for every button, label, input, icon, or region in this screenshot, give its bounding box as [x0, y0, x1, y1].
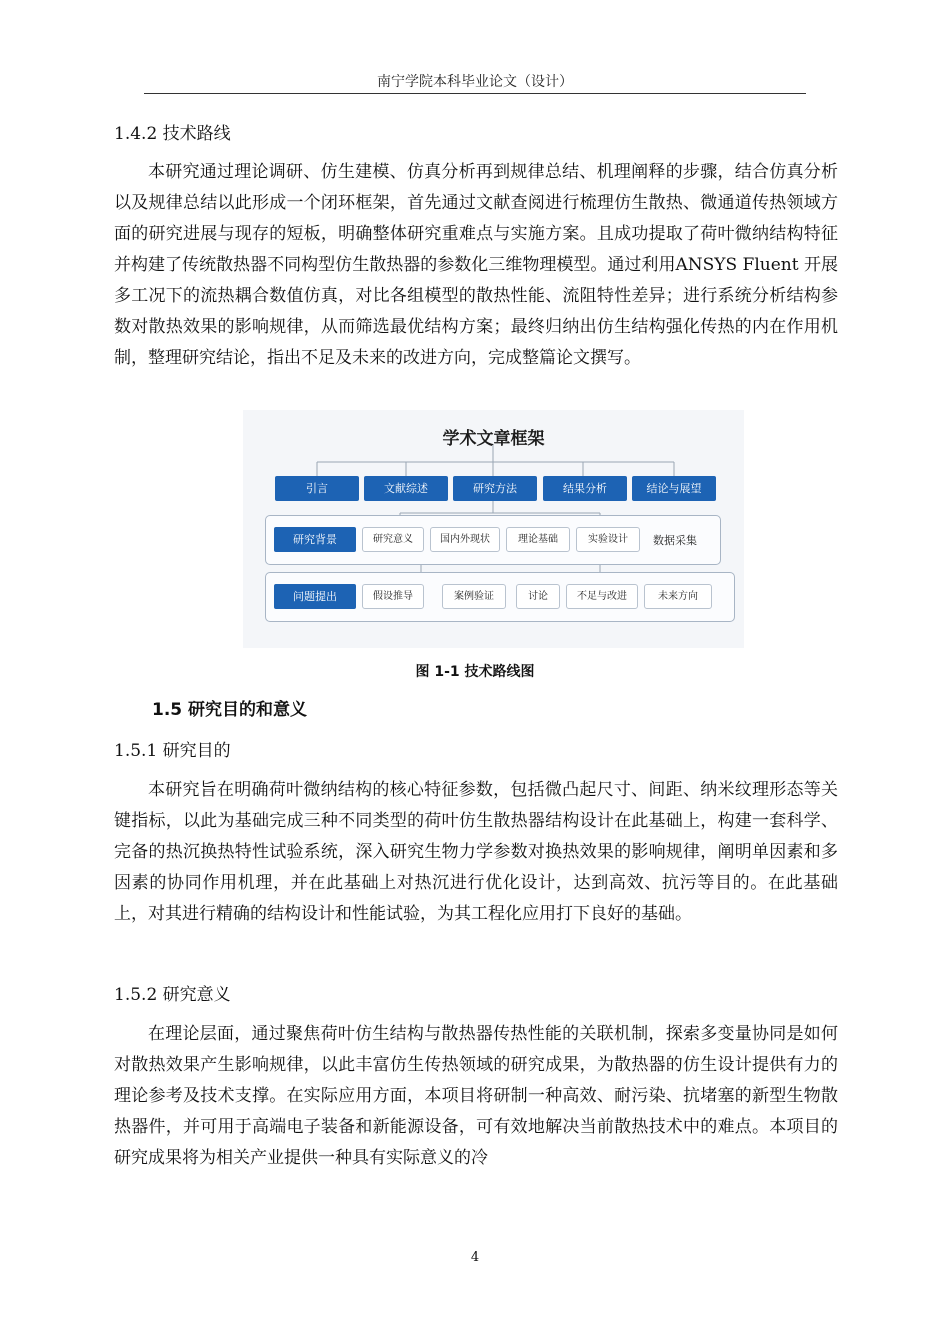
- text-line: 上，构建一套科学、完备的热沉换热特性试验系统，深入研究生物力学参数对换热效果: [114, 811, 839, 862]
- box-conclusion: 结论与展望: [632, 476, 716, 501]
- box-discussion: 讨论: [516, 584, 560, 609]
- box-future-direction: 未来方向: [644, 584, 712, 609]
- text-line: 构方案；最终归纳出仿生结构强化传热的内在作用机制，整理研究结论，指出不足及未: [114, 317, 839, 368]
- header-rule: [144, 93, 806, 94]
- text-line: 提取了荷叶微纳结构特征并构建了传统散热器不同构型仿生散热器的参数化三维物理模: [114, 224, 839, 275]
- box-research-background: 研究背景: [274, 527, 356, 552]
- page-number: 4: [470, 1250, 480, 1265]
- text-line: 真分析以及规律总结以此形成一个闭环框架，首先通过文献查阅进行梳理仿生散热、微: [114, 162, 839, 213]
- box-research-status: 国内外现状: [430, 527, 500, 552]
- text-line: 来的改进方向，完成整篇论文撰写。: [369, 348, 641, 368]
- box-literature-review: 文献综述: [364, 476, 448, 501]
- heading-1-5-2: 1.5.2 研究意义: [114, 985, 231, 1005]
- box-limitations: 不足与改进: [566, 584, 638, 609]
- text-line: 本研究通过理论调研、仿生建模、仿真分析再到规律总结、机理阐释的步骤，结合仿: [148, 162, 787, 182]
- text-line: 形态等关键指标，以此为基础完成三种不同类型的荷叶仿生散热器结构设计在此基础: [114, 780, 839, 831]
- box-experiment-design: 实验设计: [576, 527, 640, 552]
- box-theory: 理论基础: [506, 527, 570, 552]
- box-intro: 引言: [275, 476, 359, 501]
- box-hypothesis: 假设推导: [362, 584, 424, 609]
- page-header-title: 南宁学院本科毕业论文（设计）: [377, 74, 573, 90]
- text-line: 决当前散热技术中的难点。本项目的研究成果将为相关产业提供一种具有实际意义的冷: [114, 1117, 839, 1168]
- figure-caption: 图 1-1 技术路线图: [415, 664, 535, 680]
- text-line: 计，达到高效、抗污等目的。在此基础上，对其进行精确的结构设计和性能试验，为其: [114, 873, 839, 924]
- box-significance: 研究意义: [362, 527, 424, 552]
- text-line: 型。通过利用ANSYS Fluent 开展多工况下的流热耦合数值仿真，对比各组模型的散热: [114, 255, 838, 306]
- paragraph-1-5-1: [114, 775, 838, 930]
- framework-figure: [243, 410, 744, 648]
- text-line: 同是如何对散热效果产生影响规律，以此丰富仿生传热领域的研究成果，为散热器的仿: [114, 1024, 839, 1075]
- text-line: 工程化应用打下良好的基础。: [471, 904, 692, 924]
- box-problem: 问题提出: [274, 584, 356, 609]
- text-line: 的影响规律，阐明单因素和多因素的协同作用机理，并在此基础上对热沉进行优化设: [114, 842, 839, 893]
- figure-title: 学术文章框架: [442, 429, 545, 449]
- label-data-collection: 数据采集: [653, 534, 697, 547]
- paragraph-1-4-2: [114, 157, 838, 374]
- text-line: 性能、流阻特性差异；进行系统分析结构参数对散热效果的影响规律，从而筛选最优结: [114, 286, 838, 337]
- paragraph-1-5-2: [114, 1019, 838, 1174]
- box-results: 结果分析: [543, 476, 627, 501]
- box-methods: 研究方法: [453, 476, 537, 501]
- heading-1-5: 1.5 研究目的和意义: [152, 700, 308, 720]
- heading-1-4-2: 1.4.2 技术路线: [114, 124, 231, 144]
- text-line: 生设计提供有力的理论参考及技术支撑。在实际应用方面，本项目将研制一种高效、耐: [114, 1055, 839, 1106]
- text-line: 本研究旨在明确荷叶微纳结构的核心特征参数，包括微凸起尺寸、间距、纳米纹理: [148, 780, 770, 800]
- box-case-validation: 案例验证: [442, 584, 506, 609]
- heading-1-5-1: 1.5.1 研究目的: [114, 741, 231, 761]
- text-line: 通道传热领域方面的研究进展与现存的短板，明确整体研究重难点与实施方案。且成功: [114, 193, 839, 244]
- text-line: 在理论层面，通过聚焦荷叶仿生结构与散热器传热性能的关联机制，探索多变量协: [148, 1024, 770, 1044]
- text-line: 污染、抗堵塞的新型生物散热器件，并可用于高端电子装备和新能源设备，可有效地解: [114, 1086, 839, 1137]
